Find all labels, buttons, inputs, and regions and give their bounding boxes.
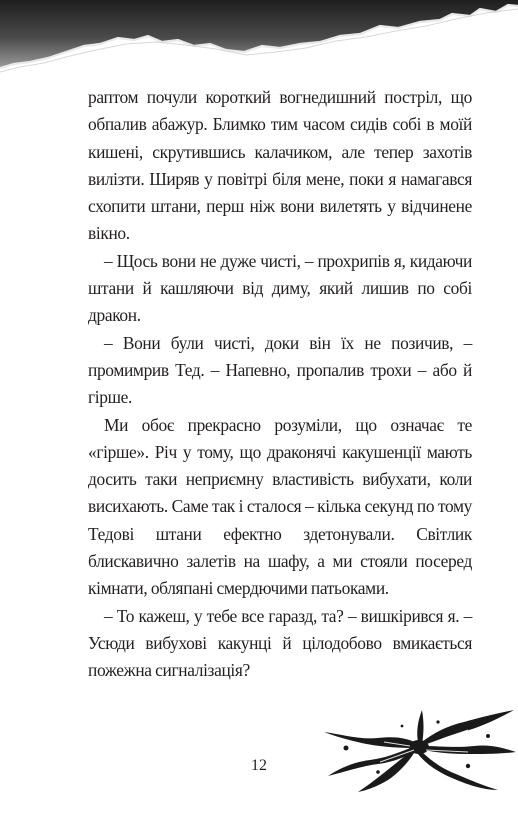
torn-paper-edge	[0, 0, 518, 80]
paragraph: раптом почули короткий вогнедишний постріл, що обпалив абажур. Блимко тим часом сидів собі в моїй кишені, скрутившись калачиком, але тепер захотів вилізти. Ширяв у повітрі біля мене, поки я намагався схопити штани, перш ніж вони вилетять у відчинене вікно.	[88, 87, 472, 244]
paragraph: – Щось вони не дуже чисті, – прохрипів я, кидаючи штани й кашляючи від диму, який лишив по собі дракон.	[88, 250, 472, 326]
main-text	[88, 84, 472, 685]
page-number: 12	[251, 757, 267, 774]
ink-splat-illustration	[318, 702, 518, 792]
paragraph: – То кажеш, у тебе все гаразд, та? – вишкірився я. – Усюди вибухові какунці й цілодобово вмикається пожежна сигналізація?	[88, 605, 472, 681]
paragraph: Ми обоє прекрасно розуміли, що означає те «гірше». Річ у тому, що драконячі какушенції мають досить таки неприємну властивість вибухати, коли висихають. Саме так і сталося – кілька секунд по тому Тедові штани ефектно здетонували. Світлик блискавично залетів на шафу, а ми стояли посеред кімнати, обляпані смердючими патьоками.	[88, 414, 472, 599]
paragraph: – Вони були чисті, доки він їх не позичив, – промимрив Тед. – Напевно, пропалив трохи – або й гірше.	[88, 332, 472, 408]
